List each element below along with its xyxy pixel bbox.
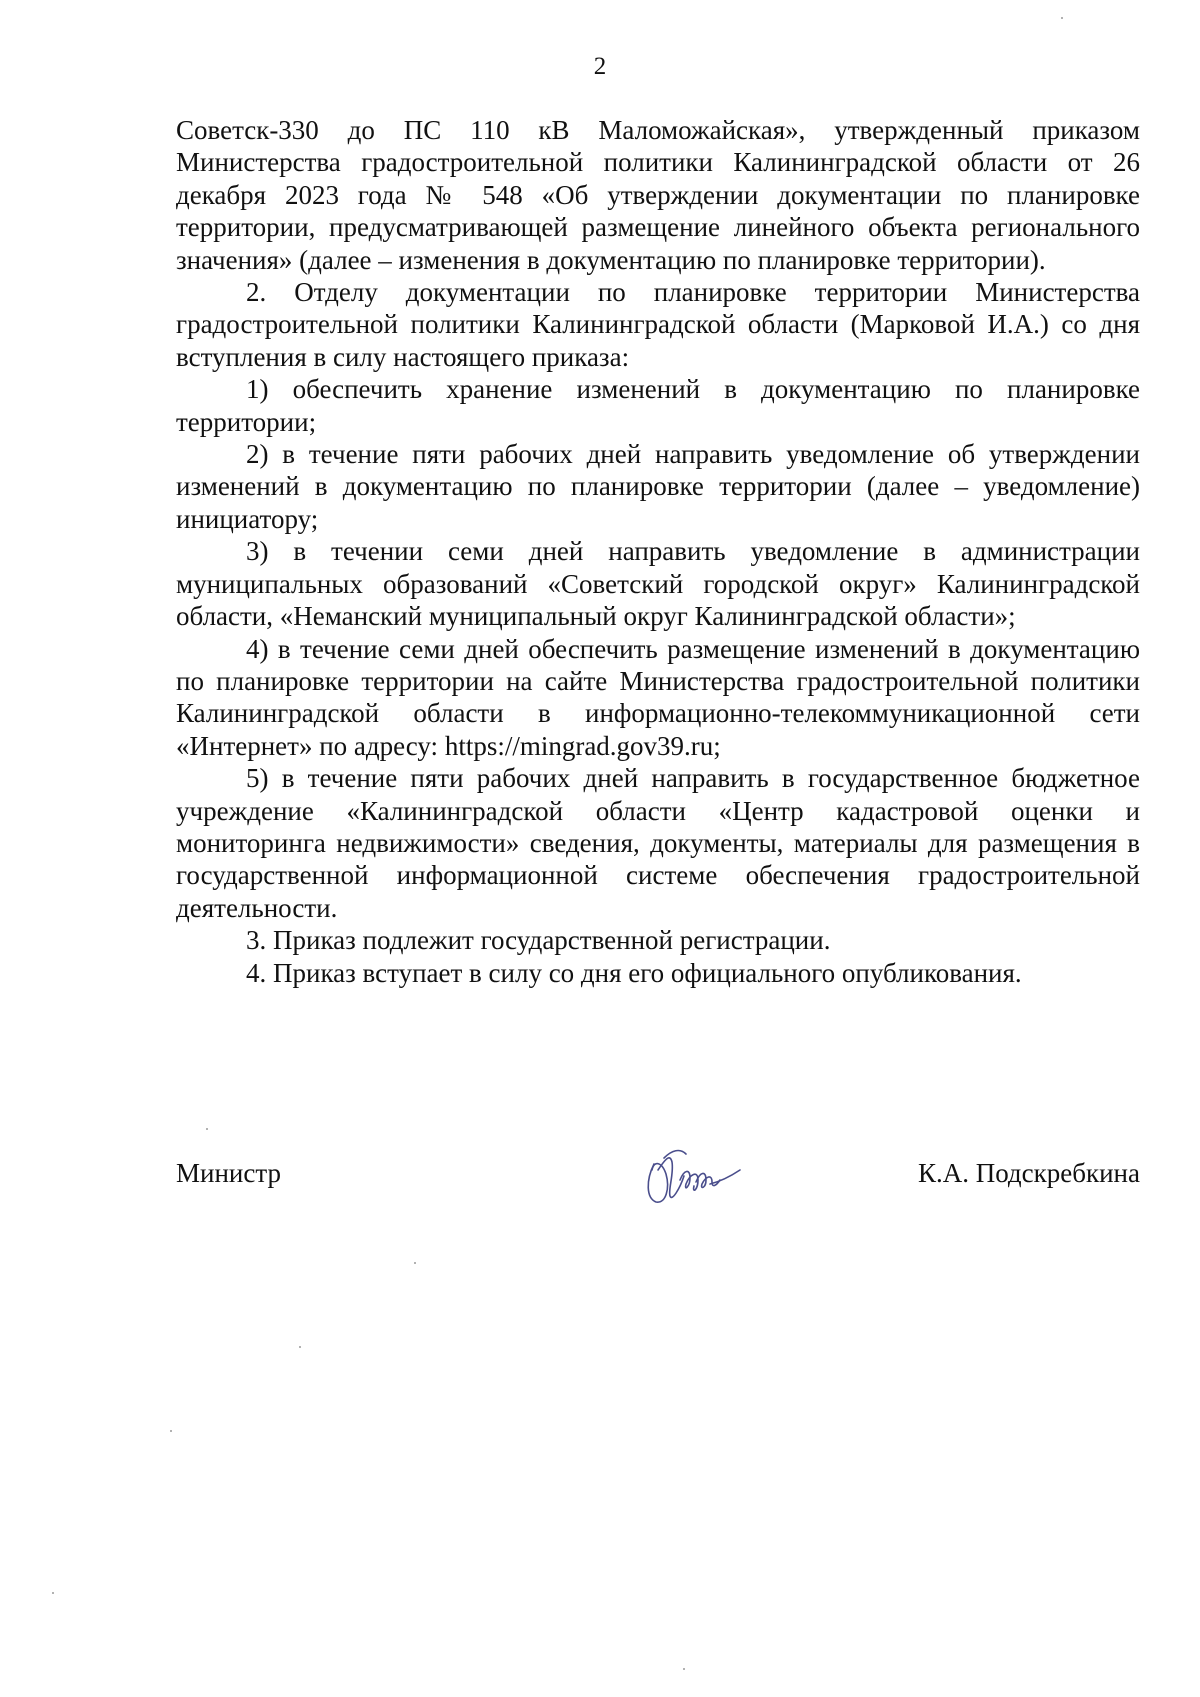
handwritten-signature bbox=[640, 1140, 746, 1212]
scan-speck bbox=[414, 1262, 416, 1264]
paragraph-3: 3. Приказ подлежит государственной регистрации. bbox=[246, 925, 831, 956]
paragraph-1: Советск-330 до ПС 110 кВ Маломожайская», утвержденный приказом Министерства градостроительной политики Калининградской области от 26 декабря 2023 года № 548 «Об утверждении документации по планировке территории, предусматривающей размещение линейного объекта регионального значения» (далее – изменения в документацию по планировке территории). bbox=[176, 115, 1140, 275]
page-number: 2 bbox=[593, 53, 607, 80]
scan-speck bbox=[299, 1346, 301, 1348]
scan-speck bbox=[170, 1430, 172, 1432]
signature-block bbox=[176, 1146, 1140, 1226]
document-body bbox=[176, 114, 1140, 989]
scan-speck bbox=[1061, 17, 1063, 19]
list-item-3: 3) в течении семи дней направить уведомление в администрации муниципальных образований «Советский городской округ» Калининградской области, «Неманский муниципальный округ Калининградской области»; bbox=[176, 536, 1140, 632]
scan-speck bbox=[52, 1592, 54, 1594]
scan-speck bbox=[683, 1668, 685, 1670]
signer-name: К.А. Подскребкина bbox=[917, 1158, 1140, 1188]
paragraph-4: 4. Приказ вступает в силу со дня его официального опубликования. bbox=[246, 957, 1022, 988]
list-item-4: 4) в течение семи дней обеспечить размещение изменений в документацию по планировке территории на сайте Министерства градостроительной политики Калининградской области в информационно-телекоммуникационной сети «Интернет» по адресу: https://mingrad.gov39.ru; bbox=[176, 633, 1140, 761]
list-item-2: 2) в течение пяти рабочих дней направить уведомление об утверждении изменений в документацию по планировке территории (далее – уведомление) инициатору; bbox=[176, 439, 1140, 534]
list-item-1: 1) обеспечить хранение изменений в документацию по планировке территории; bbox=[176, 374, 1140, 437]
list-item-5: 5) в течение пяти рабочих дней направить в государственное бюджетное учреждение «Калининградской области «Центр кадастровой оценки и мониторинга недвижимости» сведения, документы, материалы для размещения в государственной информационной системе обеспечения градостроительной деятельности. bbox=[176, 763, 1140, 923]
signer-title: Министр bbox=[176, 1158, 281, 1188]
paragraph-2: 2. Отделу документации по планировке территории Министерства градостроительной политики Калининградской области (Марковой И.А.) со дня вступления в силу настоящего приказа: bbox=[176, 277, 1140, 372]
scan-speck bbox=[206, 1128, 208, 1130]
